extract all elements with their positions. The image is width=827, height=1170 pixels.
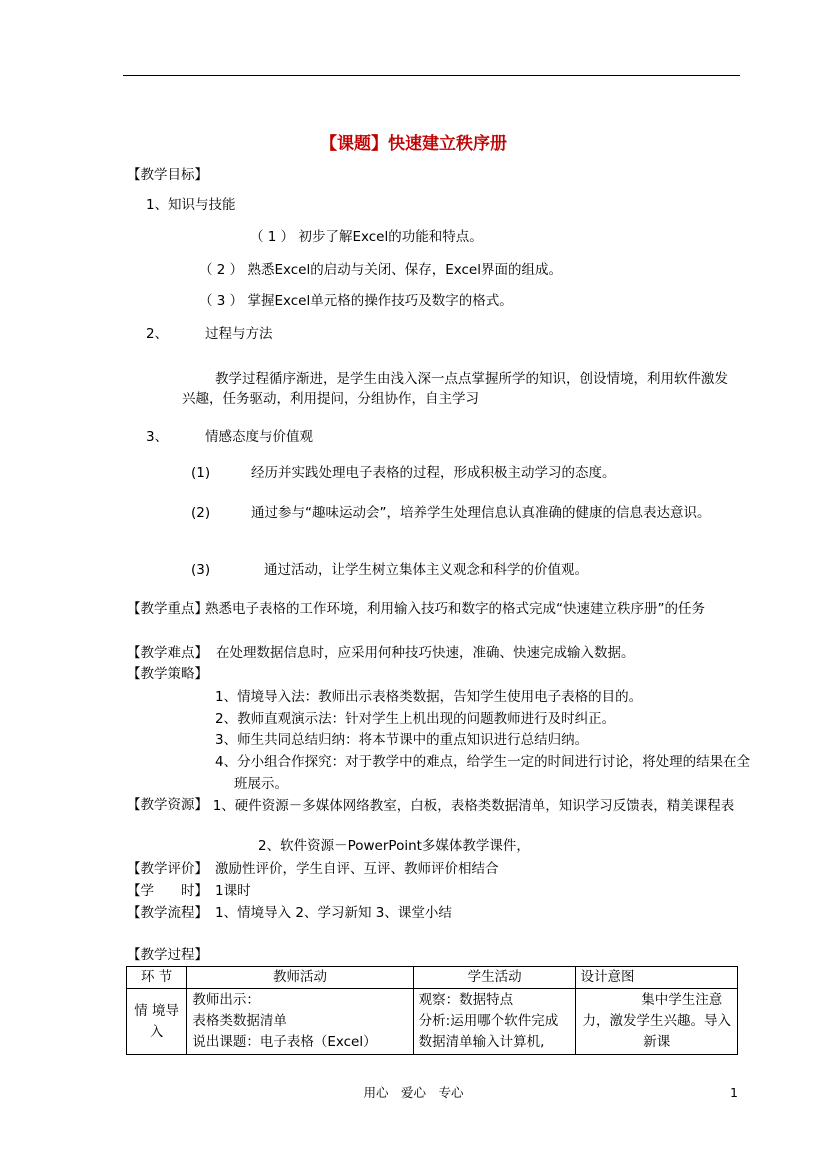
section3-num: 3、	[146, 429, 169, 445]
attitude-item-2-num: (2)	[191, 505, 211, 521]
objectives-heading: 【教学目标】	[127, 167, 208, 183]
section2-title: 过程与方法	[205, 326, 273, 342]
table-row	[127, 989, 738, 1055]
strategy-item-3: 3、师生共同总结归纳：将本节课中的重点知识进行总结归纳。	[215, 732, 589, 748]
attitude-item-1-num: (1)	[191, 465, 211, 481]
attitude-item-3-text: 通过活动，让学生树立集体主义观念和科学的价值观。	[264, 562, 588, 578]
cell-intent: 集中学生注意力，激发学生兴趣。导入新课	[576, 989, 738, 1055]
header-rule	[123, 75, 740, 76]
cell-stage: 情 境导入	[127, 989, 187, 1055]
hours-text: 1课时	[215, 883, 251, 899]
resources-label: 【教学资源】	[127, 797, 208, 813]
strategy-item-1: 1、情境导入法：教师出示表格类数据，告知学生使用电子表格的目的。	[215, 689, 643, 705]
process-label: 【教学过程】	[127, 947, 208, 963]
teacher-line-1: 教师出示：	[192, 992, 260, 1008]
footer-motto: 用心 爱心 专心	[363, 1085, 464, 1100]
evaluation-label: 【教学评价】	[127, 861, 208, 877]
knowledge-item-1: （ 1 ） 初步了解Excel的功能和特点。	[250, 229, 483, 245]
header-intent: 设计意图	[576, 967, 738, 989]
cell-student	[413, 989, 576, 1055]
hours-label: 【学 时】	[127, 883, 208, 899]
table-header-row	[127, 967, 738, 989]
strategy-label: 【教学策略】	[127, 666, 208, 682]
key-points-text: 熟悉电子表格的工作环境，利用输入技巧和数字的格式完成“快速建立秩序册”的任务	[205, 601, 705, 617]
section3-title: 情感态度与价值观	[205, 429, 313, 445]
flow-label: 【教学流程】	[127, 905, 208, 921]
header-stage: 环 节	[127, 967, 187, 989]
resources-line-1: 1、硬件资源－多媒体网络教室，白板，表格类数据清单，知识学习反馈表，精美课程表	[212, 798, 735, 814]
process-table	[126, 966, 738, 1055]
page-number: 1	[730, 1085, 738, 1100]
knowledge-item-2: （ 2 ） 熟悉Excel的启动与关闭、保存，Excel界面的组成。	[199, 262, 562, 278]
teacher-line-2: 表格类数据清单	[192, 1013, 287, 1029]
header-student: 学生活动	[413, 967, 576, 989]
key-points-label: 【教学重点】	[127, 601, 208, 617]
process-method-text: 教学过程循序渐进，是学生由浅入深一点点掌握所学的知识，创设情境，利用软件激发兴趣，任务驱动，利用提问，分组协作，自主学习	[182, 371, 728, 407]
evaluation-text: 激励性评价，学生自评、互评、教师评价相结合	[215, 861, 499, 877]
strategy-item-4: 4、分小组合作探究：对于教学中的难点，给学生一定的时间进行讨论，将处理的结果在全班展示。	[215, 754, 751, 792]
difficulties-label: 【教学难点】	[127, 645, 208, 661]
section1-title: 知识与技能	[168, 197, 236, 213]
attitude-item-1-text: 经历并实践处理电子表格的过程，形成积极主动学习的态度。	[251, 465, 616, 481]
difficulties-text: 在处理数据信息时，应采用何种技巧快速，准确、快速完成输入数据。	[216, 645, 635, 661]
flow-text: 1、情境导入 2、学习新知 3、课堂小结	[215, 905, 452, 921]
attitude-item-3-num: (3)	[191, 562, 211, 578]
cell-teacher	[187, 989, 413, 1055]
header-teacher: 教师活动	[187, 967, 413, 989]
strategy-item-2: 2、教师直观演示法：针对学生上机出现的问题教师进行及时纠正。	[215, 711, 616, 727]
page-title: 【课题】快速建立秩序册	[320, 134, 507, 154]
knowledge-item-3: （ 3 ） 掌握Excel单元格的操作技巧及数字的格式。	[199, 293, 513, 309]
section1-num: 1、	[146, 197, 169, 213]
student-line-2: 分析:运用哪个软件完成数据清单输入计算机,	[418, 1013, 559, 1050]
student-line-1: 观察：数据特点	[418, 992, 514, 1008]
attitude-item-2-text: 通过参与“趣味运动会”，培养学生处理信息认真准确的健康的信息表达意识。	[251, 505, 711, 521]
teacher-line-3: 说出课题：电子表格（Excel）	[192, 1034, 377, 1050]
resources-line-2: 2、软件资源－PowerPoint多媒体教学课件，	[258, 838, 530, 854]
section2-num: 2、	[146, 326, 169, 342]
